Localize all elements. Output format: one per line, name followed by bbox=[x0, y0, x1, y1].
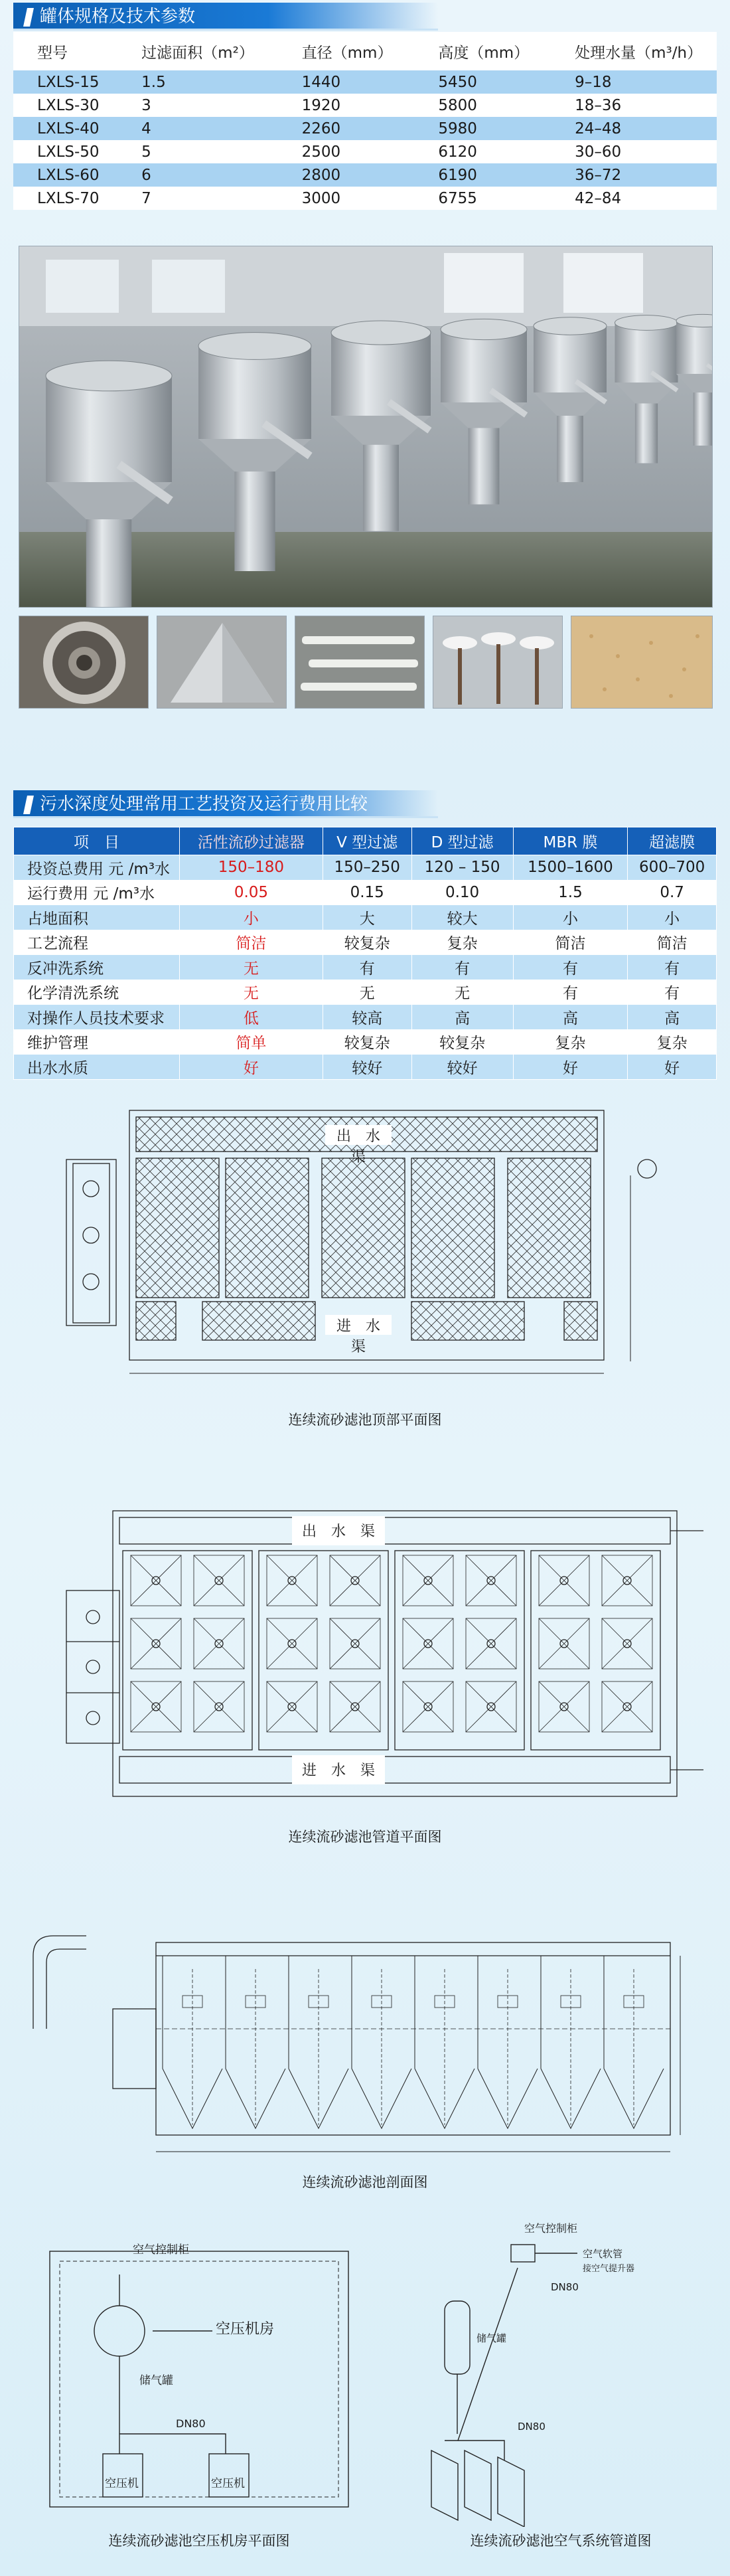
spec-cell: 1.5 bbox=[107, 70, 267, 94]
compare-table bbox=[13, 827, 717, 1080]
compare-header-mbr: MBR 膜 bbox=[513, 827, 628, 855]
room-tank-label: 储气罐 bbox=[139, 2374, 173, 2387]
compare-cell: 1500–1600 bbox=[513, 855, 628, 881]
photo-cone bbox=[157, 616, 287, 709]
compare-cell: 较复杂 bbox=[323, 930, 411, 955]
spec-cell: 3 bbox=[107, 94, 267, 117]
spec-cell: 36–72 bbox=[540, 163, 717, 187]
spec-cell: 42–84 bbox=[540, 187, 717, 210]
sand-illustration bbox=[571, 616, 713, 709]
photo-sand bbox=[571, 616, 713, 709]
air-system-drawing bbox=[418, 2215, 703, 2527]
compare-row bbox=[14, 955, 717, 980]
compare-cell: 无 bbox=[180, 980, 323, 1005]
photo-air-lift bbox=[433, 616, 563, 709]
compare-header-v-filter: V 型过滤 bbox=[323, 827, 411, 855]
spec-cell: 5980 bbox=[403, 117, 540, 140]
compare-cell: 150–180 bbox=[180, 855, 323, 881]
compressor-a-label: 空压机 bbox=[105, 2477, 139, 2490]
distributor-illustration bbox=[295, 616, 425, 709]
compare-cell: 复杂 bbox=[628, 1029, 717, 1055]
compare-cell: 0.7 bbox=[628, 880, 717, 905]
compare-cell: 0.15 bbox=[323, 880, 411, 905]
compare-cell: 高 bbox=[411, 1005, 513, 1030]
compare-cell: 较高 bbox=[323, 1005, 411, 1030]
compare-row bbox=[14, 930, 717, 955]
compare-header-uf: 超滤膜 bbox=[628, 827, 717, 855]
compare-cell: 好 bbox=[180, 1055, 323, 1080]
spec-cell: 5800 bbox=[403, 94, 540, 117]
compare-header-item: 项 目 bbox=[14, 827, 180, 855]
compare-cell: 复杂 bbox=[411, 930, 513, 955]
compare-cell: 有 bbox=[411, 955, 513, 980]
compressor-room-caption: 连续流砂滤池空压机房平面图 bbox=[108, 2533, 290, 2549]
spec-cell: 9–18 bbox=[540, 70, 717, 94]
filter-tanks-photo bbox=[19, 246, 713, 608]
spec-row bbox=[13, 163, 717, 187]
compare-row-label: 化学清洗系统 bbox=[14, 980, 180, 1005]
air-pipe-label-b: DN80 bbox=[518, 2421, 546, 2433]
spec-cell: 2800 bbox=[267, 163, 404, 187]
pipe-plan-caption: 连续流砂滤池管道平面图 bbox=[288, 1829, 442, 1845]
compare-cell: 有 bbox=[513, 955, 628, 980]
top-view-outlet-label: 出 水 渠 bbox=[336, 1128, 396, 1165]
room-pipe-label: DN80 bbox=[176, 2417, 206, 2430]
spec-cell: 6190 bbox=[403, 163, 540, 187]
spec-cell: LXLS-30 bbox=[13, 94, 107, 117]
section-drawing bbox=[13, 1896, 717, 2162]
room-control-cabinet-label: 空气控制柜 bbox=[133, 2243, 189, 2257]
compare-cell: 小 bbox=[180, 905, 323, 930]
compare-section-title: 污水深度处理常用工艺投资及运行费用比较 bbox=[13, 790, 438, 818]
compare-cell: 简洁 bbox=[628, 930, 717, 955]
compare-cell: 0.10 bbox=[411, 880, 513, 905]
compressor-b-label: 空压机 bbox=[211, 2477, 245, 2490]
spec-row bbox=[13, 187, 717, 210]
top-view-inlet-label: 进 水 渠 bbox=[336, 1318, 396, 1355]
compare-cell: 较好 bbox=[323, 1055, 411, 1080]
spec-cell: 6755 bbox=[403, 187, 540, 210]
compare-cell: 简洁 bbox=[513, 930, 628, 955]
compare-row-label: 反冲洗系统 bbox=[14, 955, 180, 980]
compare-cell: 高 bbox=[513, 1005, 628, 1030]
spec-cell: LXLS-40 bbox=[13, 117, 107, 140]
spec-cell: 2260 bbox=[267, 117, 404, 140]
spec-table bbox=[13, 32, 717, 210]
top-view-caption: 连续流砂滤池顶部平面图 bbox=[288, 1412, 442, 1428]
air-pipe-label-a: DN80 bbox=[551, 2281, 579, 2293]
compare-cell: 较好 bbox=[411, 1055, 513, 1080]
compare-row-label: 出水水质 bbox=[14, 1055, 180, 1080]
spec-cell: LXLS-15 bbox=[13, 70, 107, 94]
section-caption: 连续流砂滤池剖面图 bbox=[302, 2174, 428, 2190]
photo-distributor bbox=[295, 616, 425, 709]
top-view-drawing bbox=[60, 1102, 670, 1388]
spec-cell: LXLS-50 bbox=[13, 140, 107, 163]
compare-row-label: 工艺流程 bbox=[14, 930, 180, 955]
pipe-plan-inlet-label: 进 水 渠 bbox=[301, 1762, 375, 1779]
spec-row bbox=[13, 140, 717, 163]
compare-cell: 低 bbox=[180, 1005, 323, 1030]
spec-cell: 1920 bbox=[267, 94, 404, 117]
compare-row-label: 投资总费用 元 /m³水 bbox=[14, 855, 180, 881]
air-lift-illustration bbox=[433, 616, 563, 709]
spec-cell: 18–36 bbox=[540, 94, 717, 117]
spec-row bbox=[13, 70, 717, 94]
compare-row-label: 维护管理 bbox=[14, 1029, 180, 1055]
spec-cell: 3000 bbox=[267, 187, 404, 210]
air-control-cabinet-label: 空气控制柜 bbox=[524, 2222, 578, 2235]
spec-header-capacity: 处理水量（m³/h） bbox=[540, 32, 717, 70]
air-hose-label: 空气软管 bbox=[583, 2248, 623, 2260]
spec-cell: LXLS-70 bbox=[13, 187, 107, 210]
spec-cell: 6 bbox=[107, 163, 267, 187]
pipe-plan-drawing bbox=[13, 1498, 717, 1810]
spec-cell: LXLS-60 bbox=[13, 163, 107, 187]
compare-cell: 好 bbox=[628, 1055, 717, 1080]
compare-header-d-filter: D 型过滤 bbox=[411, 827, 513, 855]
spec-cell: 4 bbox=[107, 117, 267, 140]
spec-row bbox=[13, 117, 717, 140]
spec-cell: 24–48 bbox=[540, 117, 717, 140]
compare-row bbox=[14, 1055, 717, 1080]
spec-cell: 30–60 bbox=[540, 140, 717, 163]
air-tank-label: 储气罐 bbox=[476, 2332, 507, 2344]
spec-header-diameter: 直径（mm） bbox=[267, 32, 404, 70]
compare-cell: 有 bbox=[323, 955, 411, 980]
compare-cell: 较大 bbox=[411, 905, 513, 930]
compare-cell: 无 bbox=[411, 980, 513, 1005]
compare-row bbox=[14, 880, 717, 905]
compare-cell: 简洁 bbox=[180, 930, 323, 955]
filter-tanks-illustration bbox=[19, 246, 713, 608]
spec-cell: 7 bbox=[107, 187, 267, 210]
inner-pipe-illustration bbox=[19, 616, 149, 709]
spec-header-model: 型号 bbox=[13, 32, 107, 70]
compare-cell: 小 bbox=[628, 905, 717, 930]
compare-header-row bbox=[14, 827, 717, 855]
spec-section-title: 罐体规格及技术参数 bbox=[13, 3, 438, 31]
compare-row bbox=[14, 855, 717, 881]
compare-cell: 复杂 bbox=[513, 1029, 628, 1055]
title-mark-icon bbox=[23, 8, 34, 27]
spec-cell: 5 bbox=[107, 140, 267, 163]
compare-cell: 600–700 bbox=[628, 855, 717, 881]
air-system-caption: 连续流砂滤池空气系统管道图 bbox=[470, 2533, 652, 2549]
compare-cell: 150–250 bbox=[323, 855, 411, 881]
pipe-plan-outlet-label: 出 水 渠 bbox=[301, 1523, 375, 1540]
title-mark-icon bbox=[23, 796, 34, 814]
spec-cell: 1440 bbox=[267, 70, 404, 94]
spec-header-row bbox=[13, 32, 717, 70]
cone-illustration bbox=[157, 616, 287, 709]
photo-inner-pipe bbox=[19, 616, 149, 709]
compare-cell: 小 bbox=[513, 905, 628, 930]
compare-cell: 无 bbox=[323, 980, 411, 1005]
compare-cell: 有 bbox=[628, 955, 717, 980]
compare-cell: 较复杂 bbox=[411, 1029, 513, 1055]
room-label: 空压机房 bbox=[216, 2321, 275, 2338]
spec-row bbox=[13, 94, 717, 117]
spec-header-height: 高度（mm） bbox=[403, 32, 540, 70]
compare-cell: 好 bbox=[513, 1055, 628, 1080]
compare-cell: 高 bbox=[628, 1005, 717, 1030]
compare-row-label: 对操作人员技术要求 bbox=[14, 1005, 180, 1030]
air-hose-note: 接空气提升器 bbox=[583, 2264, 635, 2274]
compare-cell: 0.05 bbox=[180, 880, 323, 905]
compare-cell: 大 bbox=[323, 905, 411, 930]
compare-cell: 较复杂 bbox=[323, 1029, 411, 1055]
compare-row-label: 运行费用 元 /m³水 bbox=[14, 880, 180, 905]
compare-row bbox=[14, 1029, 717, 1055]
compressor-room-drawing bbox=[40, 2235, 358, 2514]
spec-cell: 2500 bbox=[267, 140, 404, 163]
compare-cell: 120 – 150 bbox=[411, 855, 513, 881]
spec-cell: 6120 bbox=[403, 140, 540, 163]
spec-cell: 5450 bbox=[403, 70, 540, 94]
compare-row-label: 占地面积 bbox=[14, 905, 180, 930]
compare-row bbox=[14, 980, 717, 1005]
compare-cell: 无 bbox=[180, 955, 323, 980]
compare-cell: 简单 bbox=[180, 1029, 323, 1055]
compare-cell: 有 bbox=[628, 980, 717, 1005]
compare-row bbox=[14, 905, 717, 930]
compare-cell: 有 bbox=[513, 980, 628, 1005]
compare-cell: 1.5 bbox=[513, 880, 628, 905]
spec-header-area: 过滤面积（m²） bbox=[107, 32, 267, 70]
compare-row bbox=[14, 1005, 717, 1030]
compare-header-sand-filter: 活性流砂过滤器 bbox=[180, 827, 323, 855]
